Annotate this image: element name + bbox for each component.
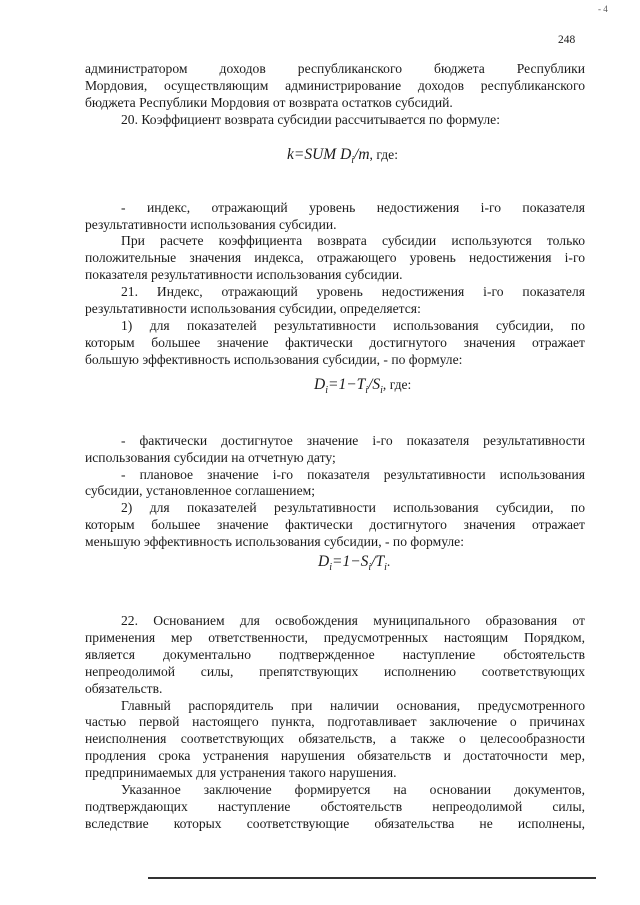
text-line: показателя результативности использования субсидии. [85, 267, 403, 283]
text-line: - фактически достигнутое значение i-го показателя результативности [121, 432, 585, 448]
text-line: частью первой настоящего пункта, подготавливает заключение о причинах [85, 714, 585, 730]
text-line: неисполнения соответствующих обязательств, а также о целесообразности [85, 731, 585, 747]
text-line: обязательств. [85, 680, 163, 696]
document-body [85, 61, 585, 833]
text-line: меньшую эффективность использования субсидии, - по формуле: [85, 534, 464, 550]
text-line: подтверждающих наступление обстоятельств непреодолимой силы, [85, 799, 585, 814]
text-line: непреодолимой силы, препятствующих исполнению соответствующих [85, 663, 585, 679]
paragraph-21-intro: 21. Индекс, отражающий уровень недостижения i-го показателя [121, 284, 585, 300]
text-line: предпринимаемых для устранения такого нарушения. [85, 765, 397, 781]
text-line: - плановое значение i-го показателя результативности использования [121, 466, 585, 482]
text-line: использования субсидии на отчетную дату; [85, 449, 336, 465]
footer-rule [148, 877, 596, 879]
page-mark: - 4 [598, 4, 608, 14]
text-line: бюджета Республики Мордовия от возврата остатков субсидий. [85, 94, 453, 110]
text-line: продления срока устранения нарушения обязательств и достаточности мер, [85, 748, 585, 764]
text-line: большую эффективность использования субсидии, - по формуле: [85, 351, 463, 367]
paragraph-20-formula-intro: 20. Коэффициент возврата субсидии рассчитывается по формуле: [121, 111, 500, 127]
text-line: применения мер ответственности, предусмотренных настоящим Порядком, [85, 629, 585, 645]
paragraph-22-intro: 22. Основанием для освобождения муниципального образования от [121, 613, 585, 629]
text-line: субсидии, установленное соглашением; [85, 483, 315, 499]
text-line: положительные значения индекса, отражающего уровень недостижения i-го [85, 250, 585, 266]
text-line: которым большее значение фактически достигнутого значения отражает [85, 334, 585, 350]
formula-index-smaller-better: $D_i=1-S_i/T_i$. [318, 553, 391, 574]
text-line: - индекс, отражающий уровень недостижения i-го показателя [121, 199, 585, 215]
text-line: При расчете коэффициента возврата субсидии используются только [121, 233, 585, 249]
text-line: администратором доходов республиканского бюджета Республики [85, 61, 585, 76]
page-number: 248 [558, 34, 576, 46]
text-line: которым большее значение фактически достигнутого значения отражает [85, 517, 585, 533]
text-line: 1) для показателей результативности использования субсидии, по [121, 317, 585, 333]
text-line: результативности использования субсидии, определяется: [85, 301, 421, 317]
text-line: 2) для показателей результативности использования субсидии, по [121, 500, 585, 516]
text-line: вследствие которых соответствующие обязательства не исполнены, [85, 815, 585, 831]
formula-return-coefficient: k=SUM $D_i/m$, где: [287, 146, 398, 167]
text-line: Указанное заключение формируется на основании документов, [121, 782, 585, 798]
text-line: является документально подтвержденное наступление обстоятельств [85, 646, 585, 662]
formula-index-larger-better: $D_i=1-T_i/S_i$, где: [314, 376, 412, 397]
text-line: результативности использования субсидии. [85, 216, 337, 232]
text-line: Главный распорядитель при наличии основания, предусмотренного [121, 697, 585, 713]
text-line: Мордовия, осуществляющим администрирование доходов республиканского [85, 77, 585, 93]
